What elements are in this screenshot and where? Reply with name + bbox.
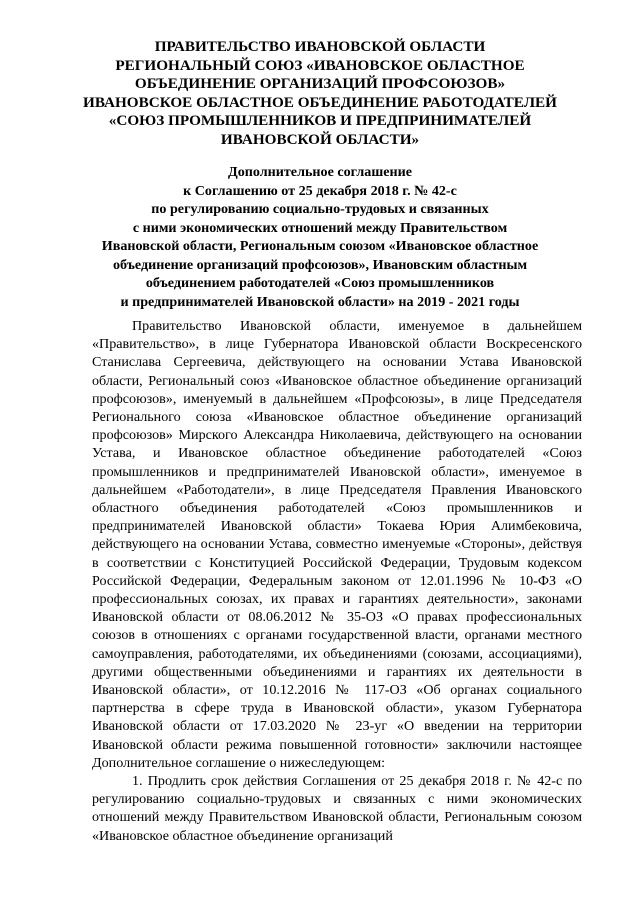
preamble-paragraph: Правительство Ивановской области, именуемое в дальнейшем «Правительство», в лице Губернатора Ивановской области Воскресенского Станислава Сергеевича, действующего на основании Устава Ивановской области, Региональный союз «Ивановское областное объединение организаций профсоюзов», именуемый в дальнейшем «Профсоюзы», в лице Председателя Регионального союза «Ивановское областное объединение организаций профсоюзов» Мирского Александра Николаевича, действующего на основании Устава, и Ивановское областное объединение работодателей «Союз промышленников и предпринимателей Ивановской области», именуемое в дальнейшем «Работодатели», в лице Председателя Правления Ивановского областного объединения работодателей «Союз промышленников и предпринимателей Ивановской области» Токаева Юрия Алимбековича, действующего на основании Устава, совместно именуемые «Стороны», действуя в соответствии с Конституцией Российской Федерации, Трудовым кодексом Российской Федерации, Федеральным законом от 12.01.1996 № 10-ФЗ «О профессиональных союзах, их правах и гарантиях деятельности», законами Ивановской области от 08.06.2012 № 35-ОЗ «О правах профессиональных союзов в отношениях с органами государственной власти, органами местного самоуправления, работодателями, их объединениями (союзами, ассоциациями), другими общественными объединениями и гарантиях их деятельности в Ивановской области», от 10.12.2016 № 117-ОЗ «Об органах социального партнерства в сфере труда в Ивановской области», указом Губернатора Ивановской области от 17.03.2020 № 23-уг «О введении на территории Ивановской области режима повышенной готовности» заключили настоящее Дополнительное соглашение о нижеследующем:: [92, 318, 582, 771]
header-line: ИВАНОВСКОЕ ОБЛАСТНОЕ ОБЪЕДИНЕНИЕ РАБОТОДАТЕЛЕЙ: [83, 93, 557, 111]
clause-1-paragraph: 1. Продлить срок действия Соглашения от 25 декабря 2018 г. № 42-с по регулированию социально-трудовых и связанных с ними экономических отношений между Правительством Ивановской области, Региональным союзом «Ивановское областное объединение организаций: [92, 773, 582, 844]
header-line: ИВАНОВСКОЙ ОБЛАСТИ»: [220, 130, 420, 148]
header-line: «СОЮЗ ПРОМЫШЛЕННИКОВ И ПРЕДПРИНИМАТЕЛЕЙ: [108, 112, 532, 130]
title-line: Дополнительное соглашение: [228, 164, 412, 180]
title-line: Ивановской области, Региональным союзом «Ивановское областное: [101, 238, 539, 254]
title-line: и предпринимателей Ивановской области» на 2019 - 2021 годы: [120, 293, 520, 310]
document-header: [60, 38, 580, 150]
title-line: объединением работодателей «Союз промышленников: [145, 275, 495, 291]
agreement-title: [60, 163, 580, 311]
title-line: объединение организаций профсоюзов», Ивановским областным: [112, 256, 528, 273]
title-line: к Соглашению от 25 декабря 2018 г. № 42-с: [183, 182, 457, 199]
title-line: по регулированию социально-трудовых и связанных: [151, 201, 489, 217]
document-body: [92, 317, 582, 845]
header-line: РЕГИОНАЛЬНЫЙ СОЮЗ «ИВАНОВСКОЕ ОБЛАСТНОЕ: [115, 56, 525, 74]
header-line: ПРАВИТЕЛЬСТВО ИВАНОВСКОЙ ОБЛАСТИ: [154, 38, 486, 55]
header-line: ОБЪЕДИНЕНИЕ ОРГАНИЗАЦИЙ ПРОФСОЮЗОВ»: [134, 75, 506, 93]
title-line: с ними экономических отношений между Правительством: [132, 219, 508, 236]
